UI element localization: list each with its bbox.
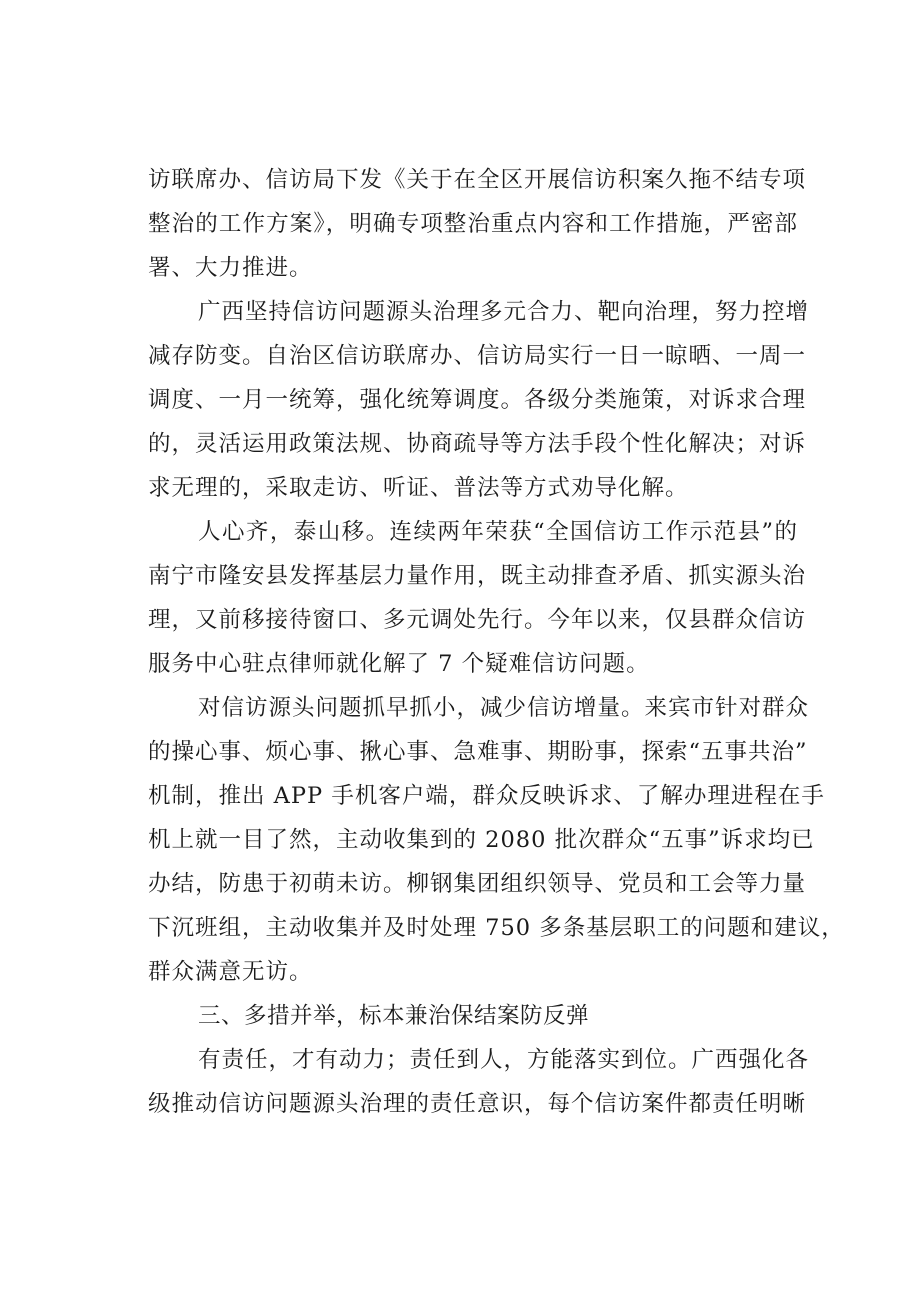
paragraph-first-line: 有责任，才有动力；责任到人，方能落实到位。广西强化各 bbox=[198, 1047, 810, 1073]
text-line: 下沉班组，主动收集并及时处理 750 多条基层职工的问题和建议， bbox=[148, 915, 845, 941]
text-line: 理，又前移接待窗口、多元调处先行。今年以来，仅县群众信访 bbox=[148, 607, 807, 633]
text-line: 办结，防患于初萌未访。柳钢集团组织领导、党员和工会等力量 bbox=[148, 871, 807, 897]
text-line: 减存防变。自治区信访联席办、信访局实行一日一晾晒、一周一 bbox=[148, 343, 807, 369]
text-line: 求无理的，采取走访、听证、普法等方式劝导化解。 bbox=[148, 475, 689, 501]
text-line: 级推动信访问题源头治理的责任意识，每个信访案件都责任明晰 bbox=[148, 1091, 807, 1117]
text-line: 的操心事、烦心事、揪心事、急难事、期盼事，探索“五事共治” bbox=[148, 739, 808, 765]
text-line: 机上就一目了然，主动收集到的 2080 批次群众“五事”诉求均已 bbox=[148, 827, 815, 853]
text-line: 访联席办、信访局下发《关于在全区开展信访积案久拖不结专项 bbox=[148, 167, 807, 193]
text-line: 署、大力推进。 bbox=[148, 255, 313, 281]
text-line: 整治的工作方案》，明确专项整治重点内容和工作措施，严密部 bbox=[148, 211, 798, 237]
paragraph-first-line: 广西坚持信访问题源头治理多元合力、靶向治理，努力控增 bbox=[198, 299, 810, 325]
paragraph-first-line: 对信访源头问题抓早抓小，减少信访增量。来宾市针对群众 bbox=[198, 695, 810, 721]
text-line: 服务中心驻点律师就化解了 7 个疑难信访问题。 bbox=[148, 651, 650, 677]
text-line: 调度、一月一统筹，强化统筹调度。各级分类施策，对诉求合理 bbox=[148, 387, 807, 413]
text-line: 的，灵活运用政策法规、协商疏导等方法手段个性化解决；对诉 bbox=[148, 431, 807, 457]
text-line: 群众满意无访。 bbox=[148, 959, 313, 985]
text-line: 南宁市隆安县发挥基层力量作用，既主动排查矛盾、抓实源头治 bbox=[148, 563, 807, 589]
text-line: 机制，推出 APP 手机客户端，群众反映诉求、了解办理进程在手 bbox=[148, 783, 825, 809]
section-heading: 三、多措并举，标本兼治保结案防反弹 bbox=[198, 1003, 590, 1029]
paragraph-first-line: 人心齐，泰山移。连续两年荣获“全国信访工作示范县”的 bbox=[198, 519, 798, 545]
